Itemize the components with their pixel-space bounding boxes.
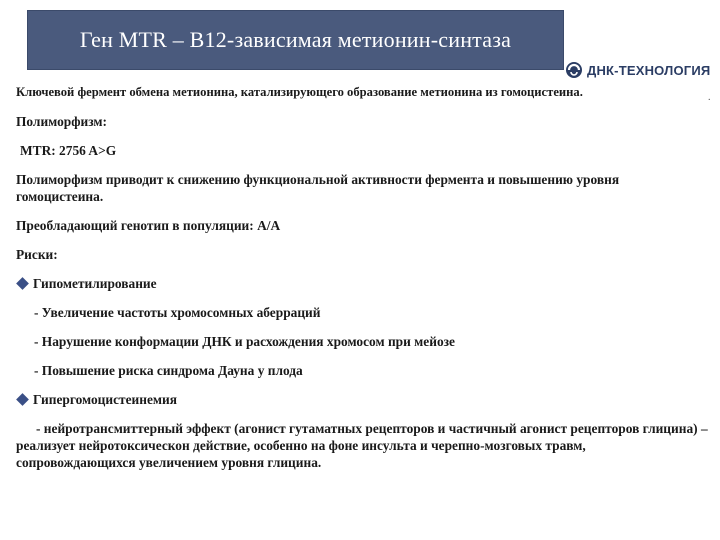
title-bar (27, 10, 564, 70)
risk-item: - нейротрансмиттерный эффект (агонист гутаматных рецепторов и частичный агонист рецепторов глицина) – реализует нейротоксическон действие, особенно на фоне инсульта и черепно-мозговых травм, сопровождающихся увеличением уровня глицина. (16, 421, 708, 470)
risk-title: Гипометилирование (33, 276, 157, 291)
slide-content (16, 84, 708, 483)
polymorphism-value: MTR: 2756 A>G (20, 143, 117, 158)
brand-logo (565, 60, 710, 80)
risks-label: Риски: (16, 247, 58, 262)
diamond-bullet-icon (16, 277, 29, 290)
risk-item: - Увеличение частоты хромосомных аберраций (34, 305, 321, 320)
risk-bullet-hypomethylation (16, 275, 708, 292)
logo-text: ДНК-ТЕХНОЛОГИЯ (587, 62, 711, 78)
polymorphism-label: Полиморфизм: (16, 114, 108, 129)
prevalent-genotype: Преобладающий генотип в популяции: A/A (16, 218, 281, 233)
risk-item: - Повышение риска синдрома Дауна у плода (34, 363, 303, 378)
risk-item: - Нарушение конформации ДНК и расхождения хромосом при мейозе (34, 334, 455, 349)
risk-bullet-hyperhomocysteinemia (16, 391, 708, 408)
risk-title: Гипергомоцистеинемия (33, 392, 178, 407)
polymorphism-effect: Полиморфизм приводит к снижению функциональной активности фермента и повышению уровня гомоцистеина. (16, 172, 620, 204)
stray-dot: . (708, 92, 711, 103)
dnk-technology-logo-icon (565, 61, 583, 79)
diamond-bullet-icon (16, 393, 29, 406)
intro-text: Ключевой фермент обмена метионина, катализирующего образование метионина из гомоцистеина. (16, 85, 583, 99)
page-title: Ген MTR – B12-зависимая метионин-синтаза (79, 27, 512, 52)
